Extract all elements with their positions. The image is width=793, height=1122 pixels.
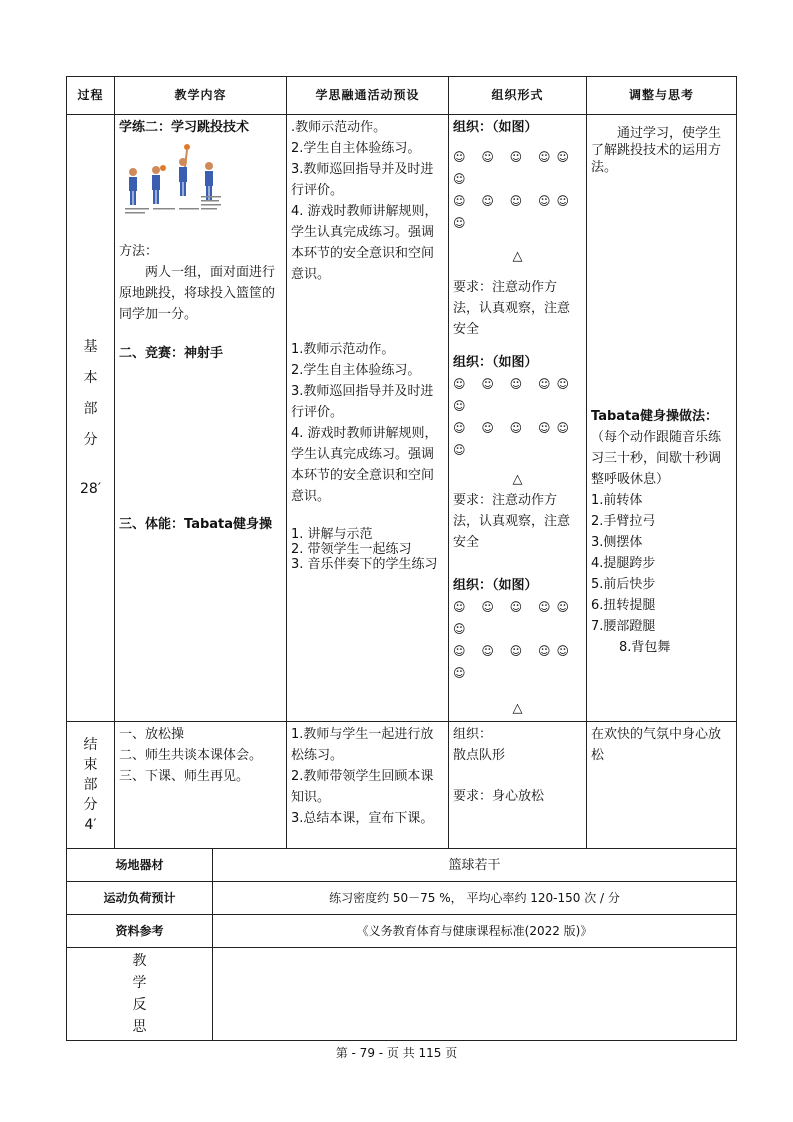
venue-label: 场地器材 (67, 849, 213, 882)
reference-row (67, 915, 737, 948)
header-content: 教学内容 (115, 77, 287, 115)
reflection-char: 思 (132, 1019, 147, 1035)
venue-value: 篮球若干 (213, 849, 737, 882)
header-activity: 学思融通活动预设 (287, 77, 449, 115)
method-label: 方法： (119, 244, 159, 259)
header-row (67, 77, 737, 115)
player-figure-3 (179, 144, 190, 196)
header-reflection: 调整与思考 (587, 77, 737, 115)
tabata-item: 7.腰部蹬腿 (591, 619, 656, 634)
ending-org-requirement: 要求：身心放松 (453, 789, 545, 804)
competition-title: 二、竞赛：神射手 (119, 346, 224, 361)
ending-label-char: 分 (83, 797, 98, 813)
load-row (67, 882, 737, 915)
player-figure-4 (205, 162, 213, 200)
student-row: ☺ ☺ ☺ ☺☺ ☺ (453, 194, 575, 230)
ending-activity-item: 3.总结本课，宣布下课。 (291, 811, 434, 826)
activity-item: 1. 讲解与示范 (291, 527, 373, 542)
reflection-char: 教 (132, 953, 147, 969)
org-title: 组织：（如图） (453, 355, 538, 370)
basic-label-char: 基 (83, 338, 98, 355)
lesson-plan-sheet (66, 76, 736, 1041)
header-process: 过程 (67, 77, 115, 115)
ending-org-form: 散点队形 (453, 748, 506, 763)
teacher-marker: △ (512, 701, 523, 716)
reflection-text: 通过学习，使学生了解跳投技术的运用方法。 (591, 126, 722, 175)
student-row: ☺ ☺ ☺ ☺☺ ☺ (453, 644, 575, 680)
ending-item: 三、下课、师生再见。 (119, 769, 250, 784)
basic-label-char: 部 (83, 400, 98, 417)
page-footer: 第 - 79 - 页 共 115 页 (335, 1046, 458, 1060)
teacher-marker: △ (512, 472, 523, 487)
lesson-info-table (66, 848, 737, 1041)
basic-section-label (67, 115, 115, 722)
activity-item: 3.教师巡回指导并及时进行评价。 (291, 162, 434, 198)
student-row: ☺ ☺ ☺ ☺☺ ☺ (453, 150, 575, 186)
basic-activity-cell (287, 115, 449, 722)
reflection-char: 反 (132, 997, 147, 1013)
activity-item: 4. 游戏时教师讲解规则，学生认真完成练习。强调本环节的安全意识和空间意识。 (291, 204, 438, 282)
tabata-item: 4.提腿跨步 (591, 556, 656, 571)
basic-reflection-cell (587, 115, 737, 722)
basic-organization-cell (449, 115, 587, 722)
tabata-item: 1.前转体 (591, 493, 643, 508)
activity-item: 2. 带领学生一起练习 (291, 542, 412, 557)
tabata-item: 6.扭转提腿 (591, 598, 656, 613)
ending-content-cell (115, 722, 287, 849)
reflection-char: 学 (132, 975, 147, 991)
reference-value: 《义务教育体育与健康课程标准(2022 版)》 (213, 915, 737, 948)
load-value: 练习密度约 50－75 %， 平均心率约 120-150 次 / 分 (213, 882, 737, 915)
ending-activity-item: 2.教师带领学生回顾本课知识。 (291, 769, 434, 805)
jump-shot-illustration (123, 142, 223, 224)
fitness-title: 三、体能：Tabata健身操 (119, 517, 273, 532)
activity-item: 3. 音乐伴奏下的学生练习 (291, 557, 438, 572)
player-figure-2 (152, 165, 166, 204)
teaching-reflection-label (67, 948, 213, 1041)
basic-label-char: 本 (83, 369, 98, 386)
tabata-item: 2.手臂拉弓 (591, 514, 656, 529)
player-figure-1 (129, 168, 137, 205)
activity-item: 4. 游戏时教师讲解规则，学生认真完成练习。强调本环节的安全意识和空间意识。 (291, 426, 438, 504)
ending-reflection-cell (587, 722, 737, 849)
student-row: ☺ ☺ ☺ ☺☺ ☺ (453, 600, 575, 636)
ending-item: 二、师生共谈本课体会。 (119, 748, 263, 763)
teaching-reflection-row (67, 948, 737, 1041)
fitness-activity-list (291, 527, 444, 572)
org-title: 组织：（如图） (453, 120, 538, 135)
tabata-item: 8.背包舞 (619, 640, 671, 655)
basic-section-row (67, 115, 737, 722)
lesson-plan-table (66, 76, 737, 849)
tabata-title: Tabata健身操做法： (591, 409, 719, 424)
teaching-reflection-content (213, 948, 737, 1041)
ending-section-label (67, 722, 115, 849)
activity-item: 2.学生自主体验练习。 (291, 141, 421, 156)
teacher-marker: △ (512, 249, 523, 264)
venue-row (67, 849, 737, 882)
org-title: 组织：（如图） (453, 578, 538, 593)
ending-label-char: 部 (83, 777, 98, 793)
ending-activity-item: 1.教师与学生一起进行放松练习。 (291, 727, 434, 763)
reference-label: 资料参考 (67, 915, 213, 948)
ending-label-char: 结 (83, 737, 98, 753)
ending-organization-cell (449, 722, 587, 849)
tabata-note: （每个动作跟随音乐练习三十秒，间歇十秒调整呼吸休息） (591, 430, 722, 487)
header-organization: 组织形式 (449, 77, 587, 115)
org-requirement: 要求：注意动作方法，认真观察，注意安全 (453, 493, 571, 550)
activity-item: 3.教师巡回指导并及时进行评价。 (291, 384, 434, 420)
basic-label-char: 分 (83, 431, 98, 448)
load-label: 运动负荷预计 (67, 882, 213, 915)
activity-item: 2.学生自主体验练习。 (291, 363, 421, 378)
ending-item: 一、放松操 (119, 727, 185, 742)
student-row: ☺ ☺ ☺ ☺☺ ☺ (453, 421, 575, 457)
tabata-item: 3.侧摆体 (591, 535, 643, 550)
org-requirement: 要求：注意动作方法，认真观察，注意安全 (453, 280, 571, 337)
ending-time: 4′ (84, 817, 97, 833)
basic-time: 28′ (80, 480, 101, 497)
ending-activity-cell (287, 722, 449, 849)
student-row: ☺ ☺ ☺ ☺☺ ☺ (453, 377, 575, 413)
method-text: 两人一组，面对面进行原地跳投，将球投入篮筐的同学加一分。 (119, 265, 276, 322)
ending-org-title: 组织： (453, 727, 493, 742)
activity-item: .教师示范动作。 (291, 120, 387, 135)
ending-section-row (67, 722, 737, 849)
drill-title: 学练二：学习跳投技术 (119, 120, 250, 135)
basic-content-cell (115, 115, 287, 722)
ending-reflection-text: 在欢快的气氛中身心放松 (591, 727, 722, 763)
ending-label-char: 束 (83, 757, 98, 773)
tabata-item: 5.前后快步 (591, 577, 656, 592)
activity-item: 1.教师示范动作。 (291, 342, 395, 357)
